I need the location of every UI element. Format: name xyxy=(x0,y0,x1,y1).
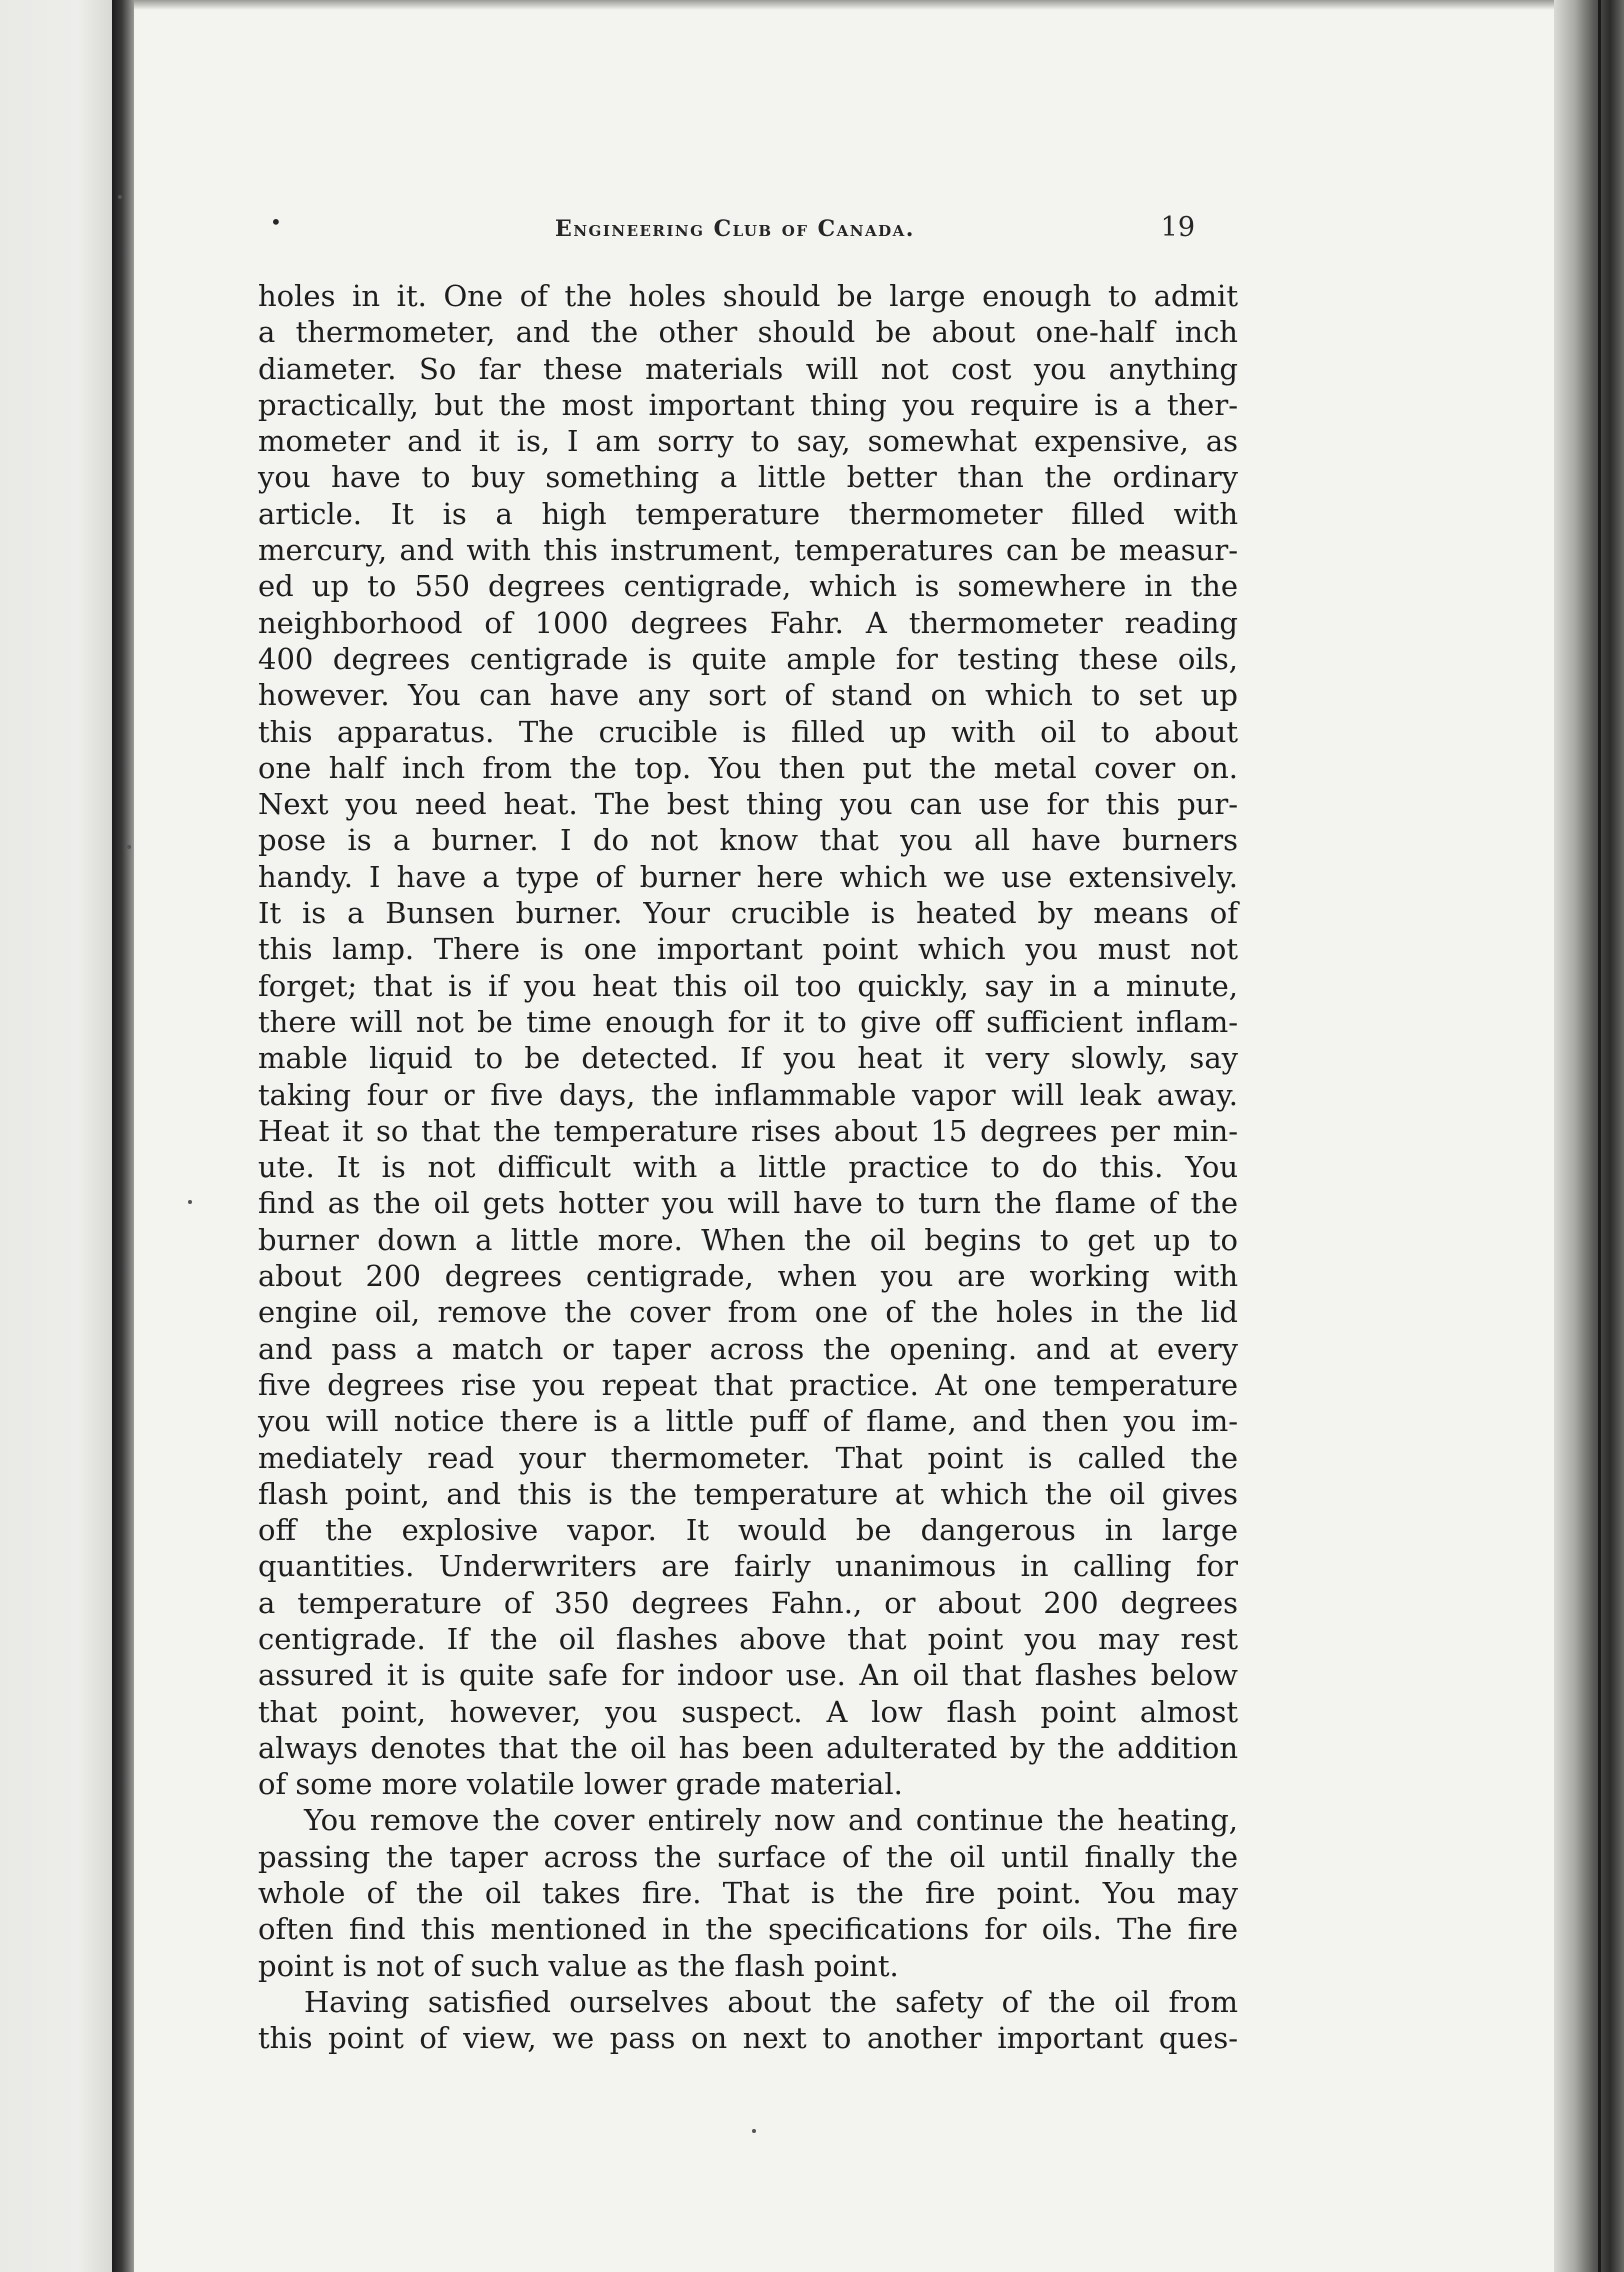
text-line: mable liquid to be detected. If you heat it very slowly, say xyxy=(258,1041,1238,1076)
running-head-mark: • xyxy=(270,210,282,234)
text-line: practically, but the most important thing you require is a ther- xyxy=(258,387,1238,422)
text-line: You remove the cover entirely now and continue the heating, xyxy=(304,1803,1238,1838)
text-line: find as the oil gets hotter you will have to turn the flame of the xyxy=(258,1186,1238,1221)
text-line: passing the taper across the surface of the oil until finally the xyxy=(258,1839,1238,1874)
paper-speck xyxy=(188,1200,192,1204)
text-line: often find this mentioned in the specifications for oils. The fire xyxy=(258,1912,1238,1947)
body-text xyxy=(258,278,1238,2057)
text-line: a temperature of 350 degrees Fahn., or about 200 degrees xyxy=(258,1585,1238,1620)
text-line: quantities. Underwriters are fairly unanimous in calling for xyxy=(258,1549,1238,1584)
text-line: centigrade. If the oil flashes above that point you may rest xyxy=(258,1621,1238,1656)
text-line: pose is a burner. I do not know that you all have burners xyxy=(258,823,1238,858)
text-line: you have to buy something a little better than the ordinary xyxy=(258,460,1238,495)
text-line: that point, however, you suspect. A low flash point almost xyxy=(258,1694,1238,1729)
text-line: engine oil, remove the cover from one of the holes in the lid xyxy=(258,1295,1238,1330)
text-line: this point of view, we pass on next to another important ques- xyxy=(258,2021,1238,2056)
text-line: this lamp. There is one important point which you must not xyxy=(258,932,1238,967)
text-line: flash point, and this is the temperature at which the oil gives xyxy=(258,1476,1238,1511)
text-line: Having satisfied ourselves about the safety of the oil from xyxy=(304,1984,1238,2019)
text-line: there will not be time enough for it to give off sufficient inflam- xyxy=(258,1004,1238,1039)
facing-page-edge xyxy=(0,0,112,2272)
text-line: five degrees rise you repeat that practice. At one temperature xyxy=(258,1367,1238,1402)
text-line: burner down a little more. When the oil begins to get up to xyxy=(258,1222,1238,1257)
text-line: whole of the oil takes fire. That is the fire point. You may xyxy=(258,1876,1238,1911)
text-line: you will notice there is a little puff of flame, and then you im- xyxy=(258,1404,1238,1439)
running-head-title: Engineering Club of Canada. xyxy=(555,216,915,242)
book-gutter xyxy=(112,0,134,2272)
page-top-shadow xyxy=(134,0,1554,10)
text-line: this apparatus. The crucible is filled up with oil to about xyxy=(258,714,1238,749)
text-line: point is not of such value as the flash point. xyxy=(258,1948,899,1983)
text-line: always denotes that the oil has been adulterated by the addition xyxy=(258,1730,1238,1765)
text-line: however. You can have any sort of stand on which to set up xyxy=(258,678,1238,713)
text-line: article. It is a high temperature thermometer filled with xyxy=(258,496,1238,531)
text-line: holes in it. One of the holes should be large enough to admit xyxy=(258,279,1238,313)
text-line: about 200 degrees centigrade, when you are working with xyxy=(258,1259,1238,1294)
text-line: a thermometer, and the other should be about one-half inch xyxy=(258,315,1238,350)
text-line: one half inch from the top. You then put the metal cover on. xyxy=(258,750,1238,785)
text-line: mometer and it is, I am sorry to say, somewhat expensive, as xyxy=(258,424,1238,459)
page-number: 19 xyxy=(1160,212,1195,243)
text-line: 400 degrees centigrade is quite ample for testing these oils, xyxy=(258,641,1238,676)
text-line: mediately read your thermometer. That point is called the xyxy=(258,1440,1238,1475)
text-line: assured it is quite safe for indoor use. An oil that flashes below xyxy=(258,1658,1238,1693)
page-stack-edge xyxy=(1554,0,1624,2272)
paper-speck xyxy=(118,195,122,199)
text-line: handy. I have a type of burner here which we use extensively. xyxy=(258,859,1238,894)
text-line: forget; that is if you heat this oil too quickly, say in a minute, xyxy=(258,968,1238,1003)
paper-speck xyxy=(752,2129,756,2133)
text-line: off the explosive vapor. It would be dangerous in large xyxy=(258,1513,1238,1548)
running-head xyxy=(255,212,1215,252)
text-line: neighborhood of 1000 degrees Fahr. A thermometer reading xyxy=(258,605,1238,640)
text-line: ute. It is not difficult with a little practice to do this. You xyxy=(258,1150,1238,1185)
text-line: Next you need heat. The best thing you can use for this pur- xyxy=(258,787,1238,822)
text-line: ed up to 550 degrees centigrade, which is somewhere in the xyxy=(258,569,1238,604)
text-line: diameter. So far these materials will not cost you anything xyxy=(258,351,1238,386)
text-line: of some more volatile lower grade material. xyxy=(258,1767,903,1802)
page-stack-line xyxy=(1598,0,1601,2272)
text-line: Heat it so that the temperature rises about 15 degrees per min- xyxy=(258,1113,1238,1148)
text-line: and pass a match or taper across the opening. and at every xyxy=(258,1331,1238,1366)
paper-speck xyxy=(127,845,131,849)
text-line: taking four or five days, the inflammable vapor will leak away. xyxy=(258,1077,1238,1112)
text-line: It is a Bunsen burner. Your crucible is heated by means of xyxy=(258,896,1238,931)
text-line: mercury, and with this instrument, temperatures can be measur- xyxy=(258,533,1238,568)
